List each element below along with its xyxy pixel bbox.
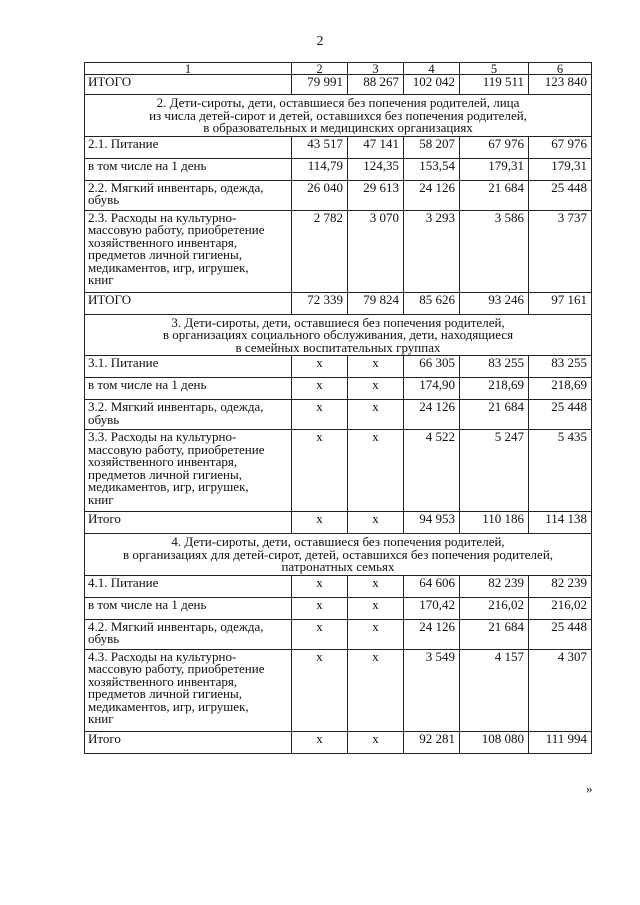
row-label: [85, 180, 292, 210]
cell-value: 3 586: [460, 210, 529, 292]
cell-value: x: [292, 512, 348, 534]
row-label-line: 2.3. Расходы на культурно-: [88, 210, 237, 225]
row-label: [85, 378, 292, 400]
cell-value: 102 042: [404, 75, 460, 95]
cell-value: 97 161: [529, 292, 592, 314]
cell-value: 25 448: [529, 180, 592, 210]
row-label-line: 3.2. Мягкий инвентарь, одежда,: [88, 399, 264, 414]
row-label: [85, 158, 292, 180]
cell-value: x: [348, 512, 404, 534]
column-number: 4: [404, 63, 460, 75]
cell-value: x: [348, 597, 404, 619]
row-label: [85, 512, 292, 534]
cell-value: 21 684: [460, 180, 529, 210]
row-label-line: медикаментов, игр, игрушек,: [88, 479, 249, 494]
section-title-line: в образовательных и медицинских организациях: [203, 120, 473, 135]
section-title: [85, 95, 592, 137]
cell-value: x: [292, 430, 348, 512]
section-title: [85, 534, 592, 576]
cell-value: 58 207: [404, 136, 460, 158]
cell-value: 4 307: [529, 649, 592, 731]
cell-value: 83 255: [529, 356, 592, 378]
cell-value: x: [348, 378, 404, 400]
cell-value: x: [292, 649, 348, 731]
table-row: [85, 400, 592, 430]
row-label: [85, 136, 292, 158]
column-number-row: [85, 63, 592, 75]
section-title-line: в организациях социального обслуживания, дети, находящиеся: [162, 327, 514, 342]
cell-value: 29 613: [348, 180, 404, 210]
row-label-line: 4.1. Питание: [88, 575, 159, 590]
row-label: [85, 210, 292, 292]
column-number: 5: [460, 63, 529, 75]
section-title-line: в семейных воспитательных группах: [235, 339, 441, 355]
row-label: [85, 292, 292, 314]
row-label-line: книг: [88, 491, 114, 507]
cell-value: 26 040: [292, 180, 348, 210]
cell-value: 67 976: [460, 136, 529, 158]
cell-value: 67 976: [529, 136, 592, 158]
row-label-line: предметов личной гигиены,: [88, 466, 243, 482]
row-label: [85, 597, 292, 619]
cell-value: 79 824: [348, 292, 404, 314]
cell-value: 124,35: [348, 158, 404, 180]
cell-value: 82 239: [460, 575, 529, 597]
row-label-line: в том числе на 1 день: [88, 597, 207, 612]
cell-value: 3 549: [404, 649, 460, 731]
cell-value: 218,69: [460, 378, 529, 400]
cell-value: 64 606: [404, 575, 460, 597]
cell-value: 25 448: [529, 619, 592, 649]
row-label-line: 2.2. Мягкий инвентарь, одежда,: [88, 180, 264, 195]
row-label-line: 3.1. Питание: [88, 355, 159, 370]
section-title-line: патронатных семьях: [281, 559, 395, 574]
cell-value: 108 080: [460, 731, 529, 753]
cell-value: 174,90: [404, 378, 460, 400]
row-label: [85, 575, 292, 597]
cell-value: 3 293: [404, 210, 460, 292]
cell-value: 111 994: [529, 731, 592, 753]
cell-value: 114,79: [292, 158, 348, 180]
cell-value: 3 737: [529, 210, 592, 292]
row-label-line: 4.3. Расходы на культурно-: [88, 649, 237, 664]
cell-value: 88 267: [348, 75, 404, 95]
cell-value: 25 448: [529, 400, 592, 430]
cell-value: x: [292, 597, 348, 619]
row-label-line: хозяйственного инвентаря,: [88, 673, 238, 689]
row-label-line: 3.3. Расходы на культурно-: [88, 429, 237, 444]
table-row: [85, 597, 592, 619]
cell-value: 85 626: [404, 292, 460, 314]
cell-value: x: [292, 731, 348, 753]
row-label-line: в том числе на 1 день: [88, 158, 207, 173]
row-label-line: в том числе на 1 день: [88, 377, 207, 392]
cell-value: 43 517: [292, 136, 348, 158]
table-row: [85, 575, 592, 597]
cell-value: x: [348, 649, 404, 731]
section-header-row: [85, 95, 592, 137]
table-row: [85, 430, 592, 512]
row-label-line: обувь: [88, 631, 120, 646]
table-row: [85, 378, 592, 400]
section-title-line: из числа детей-сирот и детей, оставшихся без попечения родителей,: [149, 107, 527, 123]
table-row: [85, 512, 592, 534]
row-label-line: ИТОГО: [88, 292, 132, 307]
cell-value: 4 522: [404, 430, 460, 512]
cell-value: x: [348, 619, 404, 649]
section-title: [85, 314, 592, 356]
cell-value: 24 126: [404, 180, 460, 210]
cell-value: 216,02: [460, 597, 529, 619]
cell-value: 114 138: [529, 512, 592, 534]
section-header-row: [85, 314, 592, 356]
column-number: 3: [348, 63, 404, 75]
cell-value: 47 141: [348, 136, 404, 158]
cell-value: x: [348, 575, 404, 597]
section-title-line: 3. Дети-сироты, дети, оставшиеся без попечения родителей,: [171, 314, 505, 330]
cell-value: 24 126: [404, 619, 460, 649]
cell-value: 21 684: [460, 619, 529, 649]
row-label-line: 4.2. Мягкий инвентарь, одежда,: [88, 619, 264, 634]
cell-value: 218,69: [529, 378, 592, 400]
row-label: [85, 400, 292, 430]
section-title-line: в организациях для детей-сирот, детей, оставшихся без попечения родителей,: [122, 546, 554, 562]
cell-value: 83 255: [460, 356, 529, 378]
cell-value: x: [348, 731, 404, 753]
cell-value: 21 684: [460, 400, 529, 430]
expense-table: [84, 62, 592, 754]
row-label-line: массовую работу, приобретение: [88, 661, 265, 676]
closing-quote-mark: »: [586, 781, 593, 796]
cell-value: x: [348, 356, 404, 378]
row-label: [85, 731, 292, 753]
column-number: 2: [292, 63, 348, 75]
row-label: [85, 430, 292, 512]
cell-value: 110 186: [460, 512, 529, 534]
row-label: ИТОГО: [85, 75, 292, 95]
total-row: [85, 75, 592, 95]
row-label: [85, 619, 292, 649]
cell-value: x: [292, 400, 348, 430]
cell-value: 72 339: [292, 292, 348, 314]
cell-value: 179,31: [529, 158, 592, 180]
cell-value: 66 305: [404, 356, 460, 378]
row-label-line: Итого: [88, 511, 121, 526]
table-row: [85, 649, 592, 731]
column-number: 6: [529, 63, 592, 75]
table-row: [85, 180, 592, 210]
cell-value: x: [292, 356, 348, 378]
cell-value: 94 953: [404, 512, 460, 534]
cell-value: 5 247: [460, 430, 529, 512]
cell-value: 5 435: [529, 430, 592, 512]
cell-value: 153,54: [404, 158, 460, 180]
section-title-line: 4. Дети-сироты, дети, оставшиеся без попечения родителей,: [171, 534, 505, 549]
row-label-line: медикаментов, игр, игрушек,: [88, 259, 249, 275]
cell-value: 2 782: [292, 210, 348, 292]
cell-value: 119 511: [460, 75, 529, 95]
row-label-line: 2.1. Питание: [88, 136, 159, 151]
row-label-line: предметов личной гигиены,: [88, 247, 243, 262]
page-number: 2: [316, 34, 324, 49]
cell-value: 123 840: [529, 75, 592, 95]
cell-value: 216,02: [529, 597, 592, 619]
table-row: [85, 210, 592, 292]
table-row: [85, 356, 592, 378]
cell-value: x: [292, 378, 348, 400]
table-row: [85, 619, 592, 649]
cell-value: x: [292, 619, 348, 649]
cell-value: x: [348, 400, 404, 430]
row-label: [85, 356, 292, 378]
row-label: [85, 649, 292, 731]
row-label-line: книг: [88, 272, 114, 287]
table-row: [85, 136, 592, 158]
cell-value: 4 157: [460, 649, 529, 731]
cell-value: 93 246: [460, 292, 529, 314]
row-label-line: обувь: [88, 192, 120, 207]
cell-value: 3 070: [348, 210, 404, 292]
row-label-line: хозяйственного инвентаря,: [88, 234, 238, 250]
cell-value: 82 239: [529, 575, 592, 597]
table-row: [85, 731, 592, 753]
section-header-row: [85, 534, 592, 576]
column-number: 1: [85, 63, 292, 75]
cell-value: x: [292, 575, 348, 597]
cell-value: 79 991: [292, 75, 348, 95]
table-row: [85, 292, 592, 314]
row-label-line: Итого: [88, 731, 121, 746]
row-label-line: предметов личной гигиены,: [88, 686, 243, 701]
row-label-line: медикаментов, игр, игрушек,: [88, 698, 249, 714]
row-label-line: массовую работу, приобретение: [88, 441, 265, 457]
row-label-line: массовую работу, приобретение: [88, 222, 265, 237]
row-label-line: хозяйственного инвентаря,: [88, 454, 238, 469]
cell-value: 24 126: [404, 400, 460, 430]
cell-value: x: [348, 430, 404, 512]
row-label-line: обувь: [88, 411, 120, 427]
cell-value: 170,42: [404, 597, 460, 619]
cell-value: 179,31: [460, 158, 529, 180]
section-title-line: 2. Дети-сироты, дети, оставшиеся без попечения родителей, лица: [156, 95, 520, 110]
table-row: [85, 158, 592, 180]
cell-value: 92 281: [404, 731, 460, 753]
row-label-line: книг: [88, 711, 114, 726]
